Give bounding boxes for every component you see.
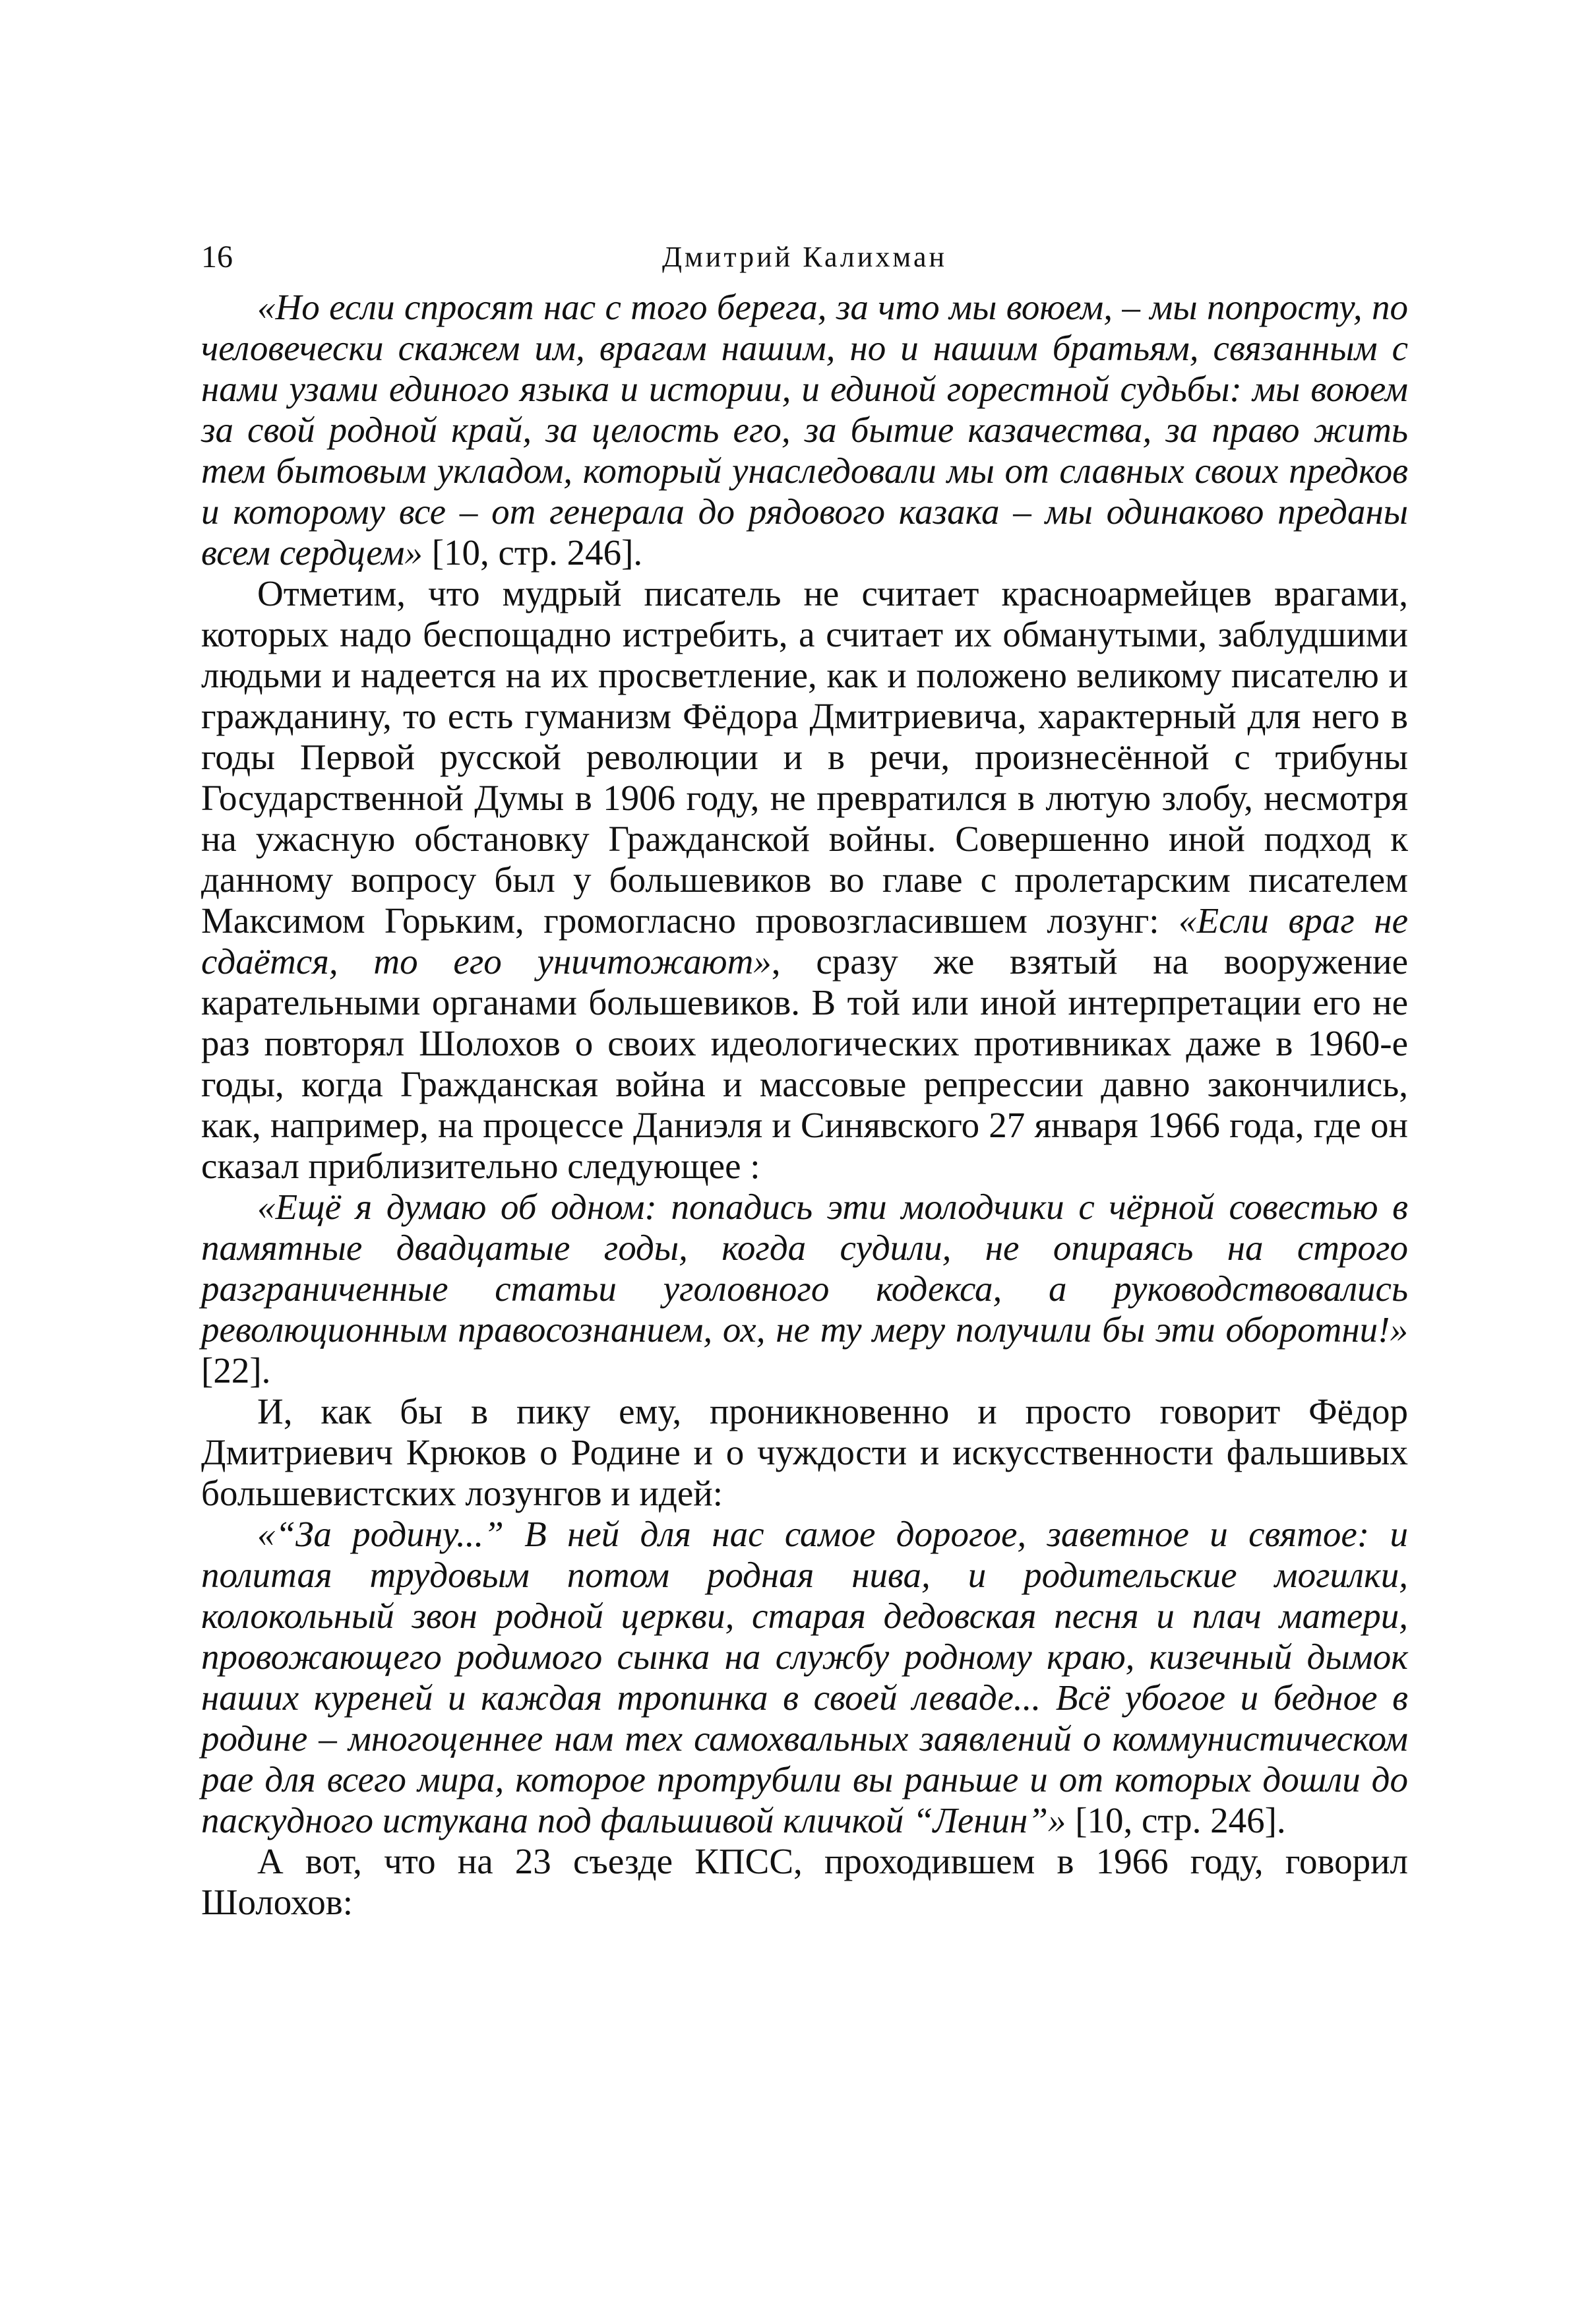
- running-title: Дмитрий Калихман: [661, 241, 948, 273]
- book-page: [201, 228, 1408, 1923]
- citation: [22].: [201, 1350, 271, 1391]
- quote-text: «Ещё я думаю об одном: попадись эти молодчики с чёрной совестью в памятные двадцатые годы, когда судили, не опираясь на строго разграниченные статьи уголовного кодекса, а руководствовались революционным правосознанием, ох, не ту меру получили бы эти оборотни!»: [201, 1187, 1408, 1350]
- quote-text: «Но если спросят нас с того берега, за что мы воюем, – мы попросту, по человечески скажем им, врагам нашим, но и нашим братьям, связанным с нами узами единого языка и истории, и единой горестной судьбы: мы воюем за свой родной край, за целость его, за бытие казачества, за право жить тем бытовым укладом, который унаследовали мы от славных своих предков и которому все – от генерала до рядового казака – мы одинаково преданы всем сердцем»: [201, 287, 1408, 573]
- quote-paragraph: [201, 287, 1408, 573]
- citation: [10, стр. 246].: [1066, 1800, 1286, 1840]
- paragraph-text: , сразу же взятый на вооружение карательными органами большевиков. В той или иной интерпретации его не раз повторял Шолохов о своих идеологических противниках даже в 1960-е годы, когда Гражданская война и массовые репрессии давно закончились, как, например, на процессе Даниэля и Синявского 27 января 1966 года, где он сказал приблизительно следующее :: [201, 941, 1408, 1186]
- paragraph-text: И, как бы в пику ему, проникновенно и просто говорит Фёдор Дмитриевич Крюков о Родине и о чуждости и искусственности фальшивых большевистских лозунгов и идей:: [201, 1391, 1408, 1513]
- paragraph-text: Отметим, что мудрый писатель не считает красноармейцев врагами, которых надо беспощадно истребить, а считает их обманутыми, заблудшими людьми и надеется на их просветление, как и положено великому писателю и гражданину, то есть гуманизм Фёдора Дмитриевича, характерный для него в годы Первой русской революции и в речи, произнесённой с трибуны Государственной Думы в 1906 году, не превратился в лютую злобу, несмотря на ужасную обстановку Гражданской войны. Совершенно иной подход к данному вопросу был у большевиков во главе с пролетарским писателем Максимом Горьким, громогласно провозгласившем лозунг:: [201, 573, 1408, 941]
- inline-quote: «Если враг не сдаётся, то его уничтожают»: [201, 900, 1408, 982]
- body-paragraph: [201, 1391, 1408, 1514]
- paragraph-text: А вот, что на 23 съезде КПСС, проходившем в 1966 году, говорил Шолохов:: [201, 1841, 1408, 1922]
- page-number: 16: [201, 239, 233, 274]
- quote-text: «“За родину...” В ней для нас самое дорогое, заветное и святое: и политая трудовым потом родная нива, и родительские могилки, колокольный звон родной церкви, старая дедовская песня и плач матери, провожающего родимого сынка на службу родному краю, кизечный дымок наших куреней и каждая тропинка в своей леваде... Всё убогое и бедное в родине – многоценнее нам тех самохвальных заявлений о коммунистическом рае для всего мира, которое протрубили вы раньше и от которых дошли до паскудного истукана под фальшивой кличкой “Ленин”»: [201, 1514, 1408, 1840]
- quote-paragraph: [201, 1187, 1408, 1391]
- body-paragraph: [201, 573, 1408, 1187]
- quote-paragraph: [201, 1514, 1408, 1841]
- text-body: [201, 287, 1408, 1923]
- body-paragraph: [201, 1841, 1408, 1923]
- citation: [10, стр. 246].: [422, 532, 643, 573]
- page-header: [201, 228, 1408, 287]
